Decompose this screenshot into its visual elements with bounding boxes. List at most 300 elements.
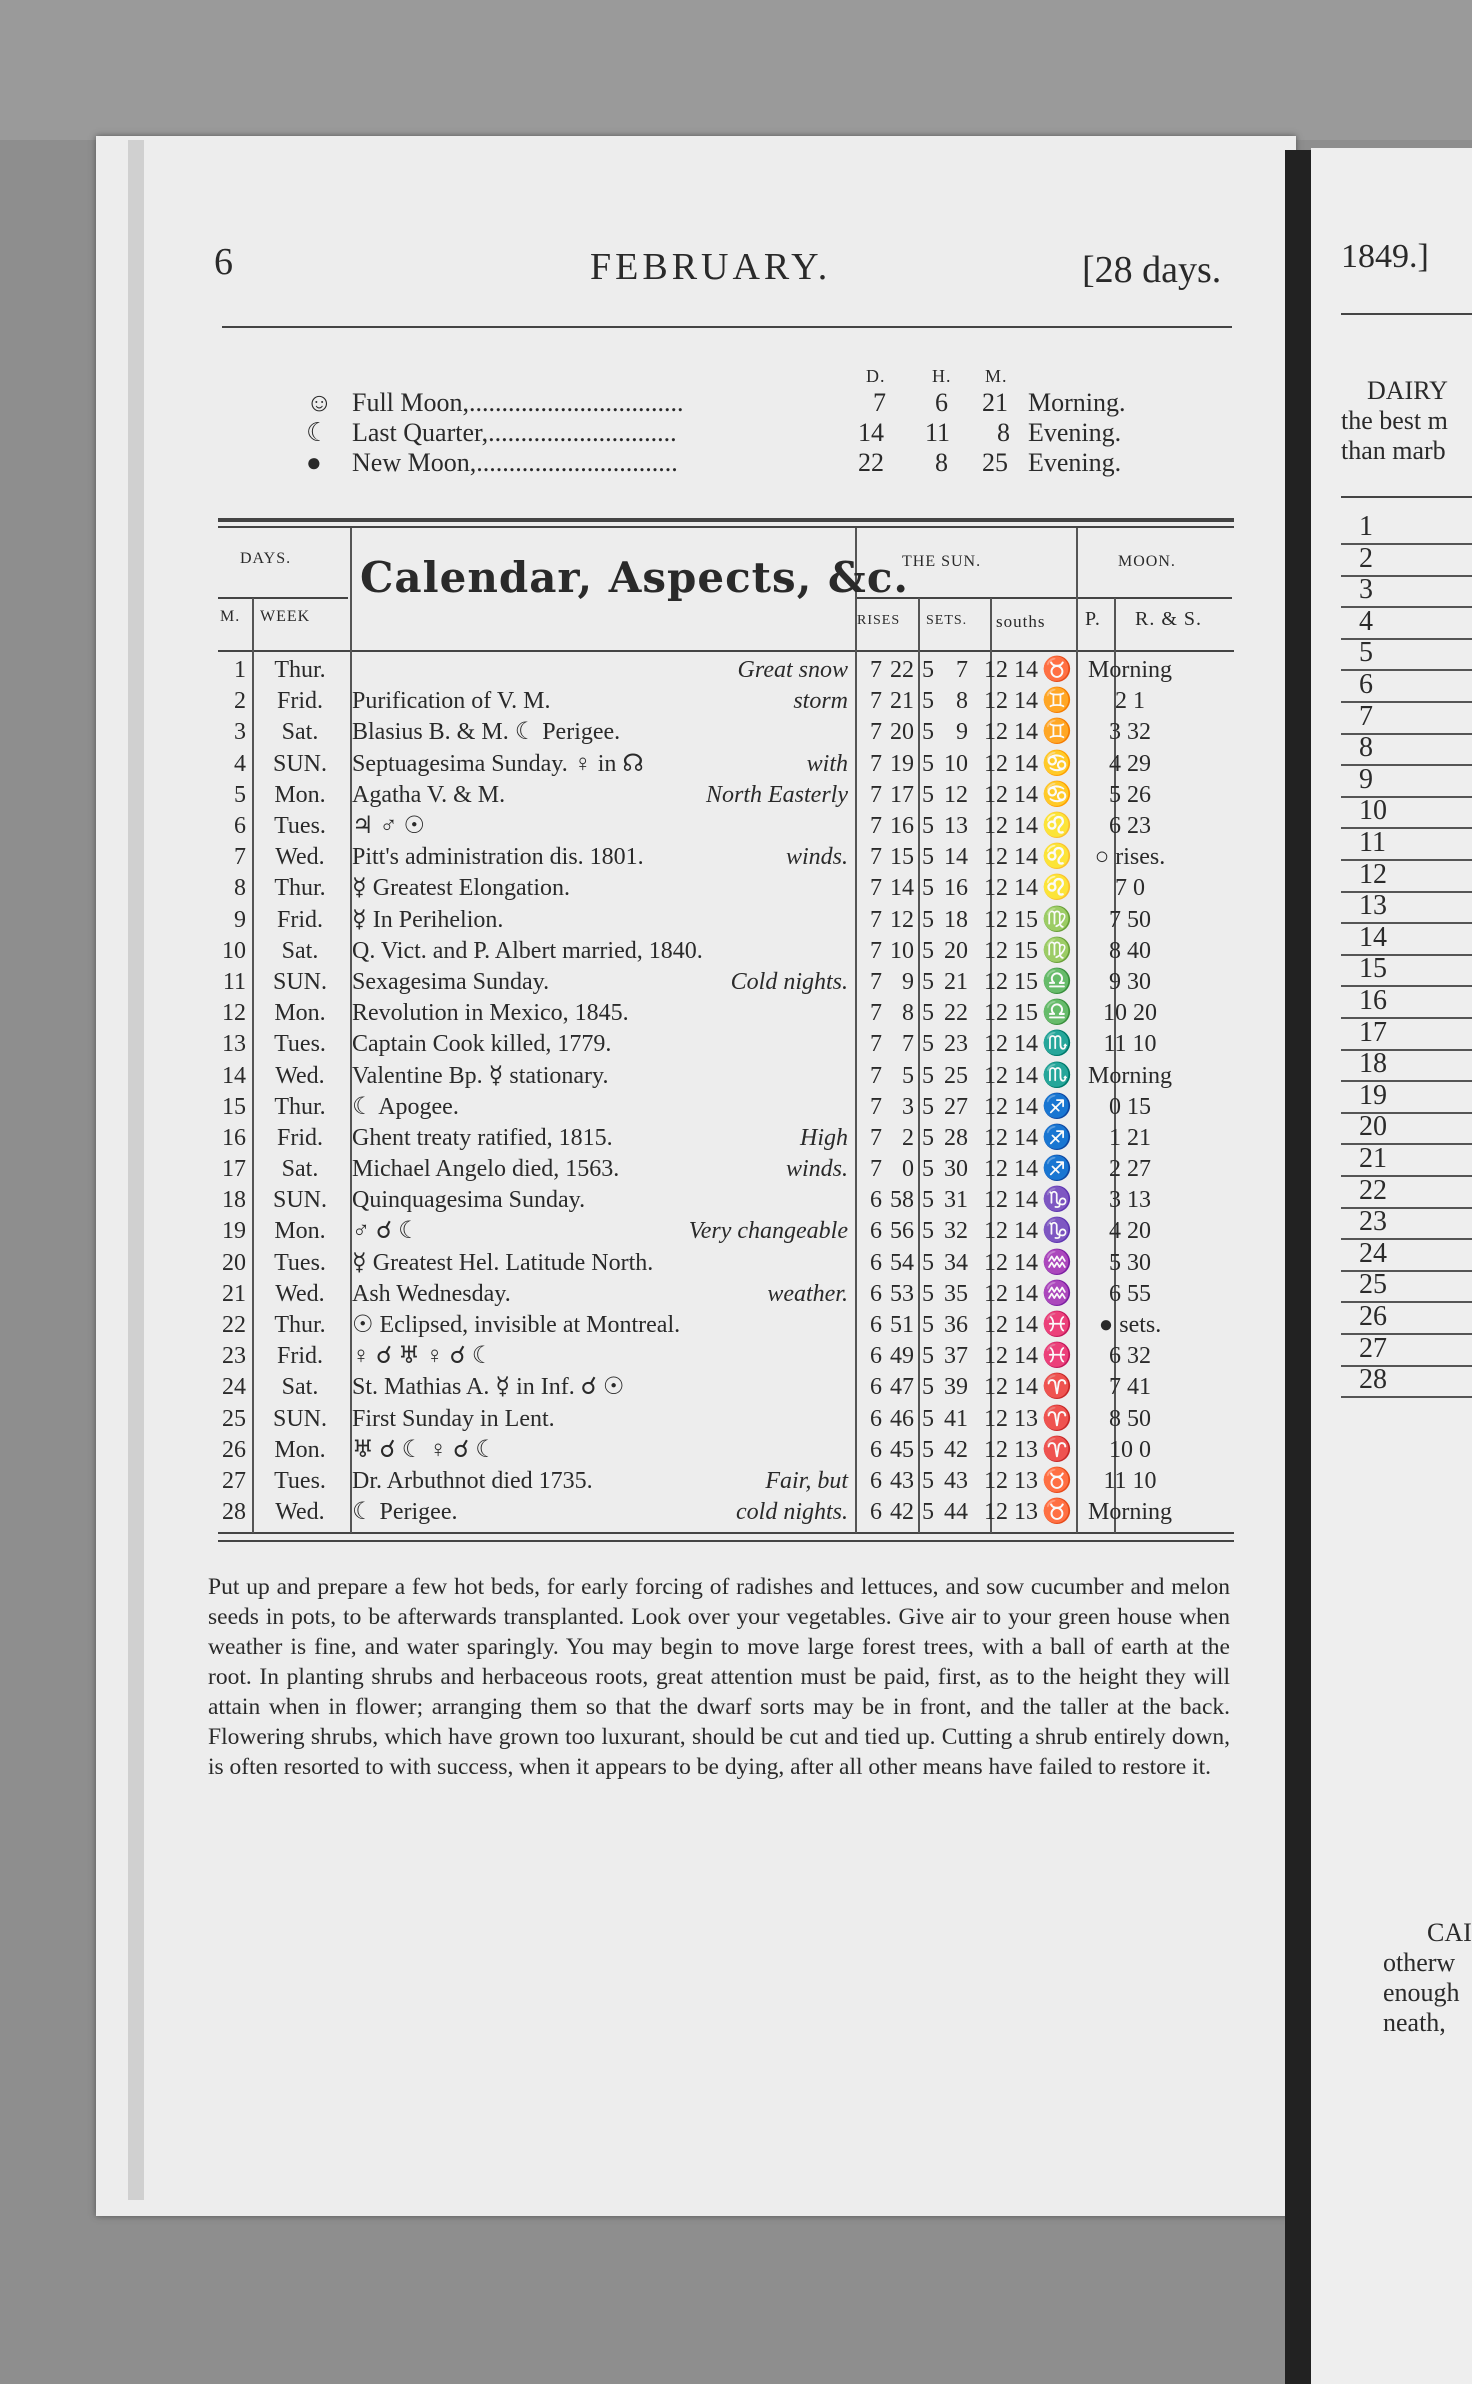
soh-cell: 12 xyxy=(984,1187,1008,1214)
m-cell: 11 xyxy=(222,968,246,995)
sm-cell: 20 xyxy=(944,937,968,964)
table-row xyxy=(208,1092,1186,1123)
rs-cell: Morning xyxy=(1088,1062,1172,1089)
sh-cell: 5 xyxy=(922,1249,934,1276)
som-cell: 14 xyxy=(1014,1187,1038,1214)
m-cell: 24 xyxy=(222,1374,246,1401)
month-title: FEBRUARY. xyxy=(590,246,832,288)
event-cell xyxy=(348,811,852,842)
rm-cell: 12 xyxy=(890,906,914,933)
event-text: Dr. Arbuthnot died 1735. xyxy=(352,1467,593,1494)
rh-cell: 6 xyxy=(870,1312,882,1339)
soh-cell: 12 xyxy=(984,1343,1008,1370)
som-cell: 14 xyxy=(1014,844,1038,871)
facing-heading: DAIRY xyxy=(1367,376,1448,405)
sh-cell: 5 xyxy=(922,1124,934,1151)
facing-row-number: 4 xyxy=(1359,605,1373,637)
rises-heading: RISES xyxy=(857,613,901,628)
table-row xyxy=(208,1185,1186,1216)
table-row xyxy=(208,655,1186,686)
soh-cell: 12 xyxy=(984,719,1008,746)
som-cell: 14 xyxy=(1014,1343,1038,1370)
som-cell: 14 xyxy=(1014,781,1038,808)
rs-cell: 4 29 xyxy=(1109,750,1151,777)
rm-cell: 49 xyxy=(890,1343,914,1370)
phase-name: Full Moon,................................. xyxy=(352,388,684,417)
som-cell: 14 xyxy=(1014,875,1038,902)
rh-cell: 7 xyxy=(870,844,882,871)
sm-cell: 18 xyxy=(944,906,968,933)
event-text: Revolution in Mexico, 1845. xyxy=(352,1000,629,1027)
event-text: ♅ ☌ ☾ ♀ ☌ ☾ xyxy=(352,1436,497,1463)
rm-cell: 14 xyxy=(890,875,914,902)
rh-cell: 7 xyxy=(870,1062,882,1089)
sm-cell: 9 xyxy=(956,719,968,746)
p-cell: ♑ xyxy=(1042,1187,1072,1214)
w-cell: Thur. xyxy=(274,1312,326,1339)
rm-cell: 2 xyxy=(902,1124,914,1151)
w-cell: Wed. xyxy=(275,1062,325,1089)
som-cell: 14 xyxy=(1014,1156,1038,1183)
sh-cell: 5 xyxy=(922,781,934,808)
sh-cell: 5 xyxy=(922,1062,934,1089)
sh-cell: 5 xyxy=(922,813,934,840)
table-row xyxy=(208,1341,1186,1372)
p-cell: ♏ xyxy=(1042,1062,1072,1089)
sm-cell: 43 xyxy=(944,1467,968,1494)
table-row xyxy=(208,686,1186,717)
sh-cell: 5 xyxy=(922,657,934,684)
som-cell: 14 xyxy=(1014,1218,1038,1245)
facing-row-number: 1 xyxy=(1359,511,1373,542)
m-cell: 15 xyxy=(222,1093,246,1120)
calendar-title: Calendar, Aspects, &c. xyxy=(360,553,910,602)
m-cell: 4 xyxy=(234,750,246,777)
event-text: St. Mathias A. ☿ in Inf. ☌ ☉ xyxy=(352,1374,625,1401)
col-head-d: D. xyxy=(866,366,886,386)
sm-cell: 25 xyxy=(944,1062,968,1089)
soh-cell: 12 xyxy=(984,688,1008,715)
p-cell: ♉ xyxy=(1042,1467,1072,1494)
sm-cell: 31 xyxy=(944,1187,968,1214)
weather-note: cold nights. xyxy=(736,1499,848,1526)
event-text: Ash Wednesday. xyxy=(352,1280,511,1307)
event-text: Agatha V. & M. xyxy=(352,781,506,808)
sm-cell: 21 xyxy=(944,968,968,995)
m-cell: 8 xyxy=(234,875,246,902)
som-cell: 14 xyxy=(1014,1062,1038,1089)
som-cell: 14 xyxy=(1014,719,1038,746)
event-cell xyxy=(348,1372,852,1403)
rm-cell: 58 xyxy=(890,1187,914,1214)
event-text: ☿ In Perihelion. xyxy=(352,906,504,933)
event-text: Q. Vict. and P. Albert married, 1840. xyxy=(352,937,703,964)
facing-row-number: 16 xyxy=(1359,985,1387,1016)
p-cell: ♈ xyxy=(1042,1405,1072,1432)
event-cell xyxy=(348,842,852,873)
rs-cell: ● sets. xyxy=(1098,1312,1162,1339)
col-head-m: M. xyxy=(985,366,1008,386)
soh-cell: 12 xyxy=(984,1280,1008,1307)
table-bottom-rule xyxy=(218,1532,1234,1534)
sh-cell: 5 xyxy=(922,1343,934,1370)
rs-cell: ○ rises. xyxy=(1094,844,1166,871)
w-cell: Sat. xyxy=(281,937,319,964)
m-cell: 12 xyxy=(222,1000,246,1027)
p-cell: ♌ xyxy=(1042,844,1072,871)
soh-cell: 12 xyxy=(984,1156,1008,1183)
table-row xyxy=(208,1060,1186,1091)
rs-cell: 9 30 xyxy=(1109,968,1151,995)
rm-cell: 8 xyxy=(902,1000,914,1027)
rh-cell: 7 xyxy=(870,968,882,995)
rh-cell: 7 xyxy=(870,906,882,933)
sm-cell: 34 xyxy=(944,1249,968,1276)
facing-row-number: 19 xyxy=(1359,1079,1387,1111)
table-row xyxy=(208,1279,1186,1310)
sm-cell: 27 xyxy=(944,1093,968,1120)
w-cell: Thur. xyxy=(274,1093,326,1120)
sm-cell: 22 xyxy=(944,1000,968,1027)
facing-page xyxy=(1311,148,1472,2384)
facing-row-number: 28 xyxy=(1359,1364,1387,1396)
rh-cell: 7 xyxy=(870,813,882,840)
p-cell: ♊ xyxy=(1042,688,1072,715)
m-cell: 17 xyxy=(222,1156,246,1183)
event-text: ☿ Greatest Hel. Latitude North. xyxy=(352,1249,654,1276)
table-head-rule xyxy=(218,650,1234,652)
rs-cell: 6 23 xyxy=(1109,813,1151,840)
table-row xyxy=(208,811,1186,842)
rh-cell: 6 xyxy=(870,1280,882,1307)
rm-cell: 51 xyxy=(890,1312,914,1339)
sh-cell: 5 xyxy=(922,906,934,933)
new-moon-h: 8 xyxy=(935,448,948,477)
rs-cell: 2 1 xyxy=(1115,688,1145,715)
rh-cell: 7 xyxy=(870,1156,882,1183)
rs-cell: 10 20 xyxy=(1103,1000,1157,1027)
p-cell: ♈ xyxy=(1042,1436,1072,1463)
table-top-rule-2 xyxy=(218,526,1234,528)
sh-cell: 5 xyxy=(922,688,934,715)
last-quarter-h: 11 xyxy=(925,418,951,447)
table-top-rule xyxy=(218,518,1234,522)
soh-cell: 12 xyxy=(984,1000,1008,1027)
rs-cell: 1 21 xyxy=(1109,1124,1151,1151)
facing-row-number: 6 xyxy=(1359,669,1373,700)
event-cell xyxy=(348,1029,852,1060)
soh-cell: 12 xyxy=(984,1374,1008,1401)
weather-note: storm xyxy=(793,688,848,715)
facing-footer-line: otherw xyxy=(1383,1948,1456,1977)
w-cell: Sat. xyxy=(281,1156,319,1183)
rm-cell: 7 xyxy=(902,1031,914,1058)
weather-note: winds. xyxy=(785,1156,848,1182)
som-cell: 13 xyxy=(1014,1405,1038,1432)
p-cell: ♐ xyxy=(1042,1124,1072,1151)
table-row xyxy=(208,873,1186,904)
table-row xyxy=(208,1372,1186,1403)
facing-row-number: 11 xyxy=(1359,827,1386,858)
p-cell: ♒ xyxy=(1042,1280,1072,1307)
facing-table-rule xyxy=(1341,496,1472,498)
new-moon-d: 22 xyxy=(858,448,884,477)
sh-cell: 5 xyxy=(922,750,934,777)
table-row xyxy=(208,905,1186,936)
days-count: [28 days. xyxy=(1082,249,1222,291)
garden-advice-paragraph: Put up and prepare a few hot beds, for early forcing of radishes and lettuces, and sow cucumber and melon seeds in pots, to be afterwards transplanted. Look over your vegetables. Give air to your green house when weather is fine, and water sparingly. You may begin to move large forest trees, with a ball of earth at the root. In planting shrubs and herbaceous roots, great attention must be paid, first, as to the height they will attain when in flower; arranging them so that the dwarf sorts may be in front, and the taller at the back. Flowering shrubs, which have grown too luxurant, should be cut and tied up. Cutting a shrub entirely down, is often resorted to with success, when it appears to be dying, after all other means have failed to restore it. xyxy=(208,1574,1230,1780)
som-cell: 14 xyxy=(1014,1031,1038,1058)
som-cell: 15 xyxy=(1014,968,1038,995)
m-heading: M. xyxy=(220,608,241,625)
weather-note: Fair, but xyxy=(765,1467,848,1494)
rh-cell: 7 xyxy=(870,719,882,746)
rs-cell: 0 15 xyxy=(1109,1093,1151,1120)
event-text: ♂ ☌ ☾ xyxy=(352,1218,420,1245)
rh-cell: 7 xyxy=(870,937,882,964)
w-cell: Frid. xyxy=(276,1124,323,1151)
event-text: Sexagesima Sunday. xyxy=(352,968,550,995)
som-cell: 14 xyxy=(1014,1374,1038,1401)
sh-cell: 5 xyxy=(922,968,934,995)
facing-row-number: 17 xyxy=(1359,1016,1387,1048)
sm-cell: 42 xyxy=(944,1436,968,1463)
event-cell xyxy=(348,686,852,717)
background-top xyxy=(0,0,1472,140)
m-cell: 21 xyxy=(222,1280,246,1307)
facing-rule xyxy=(1341,313,1472,315)
new-moon-m: 25 xyxy=(982,448,1008,477)
soh-cell: 12 xyxy=(984,968,1008,995)
sh-cell: 5 xyxy=(922,1218,934,1245)
rm-cell: 20 xyxy=(890,719,914,746)
w-cell: SUN. xyxy=(272,1187,327,1214)
m-cell: 13 xyxy=(222,1031,246,1058)
event-cell xyxy=(348,998,852,1029)
m-cell: 18 xyxy=(222,1187,246,1214)
event-cell xyxy=(348,1435,852,1466)
facing-row-number: 9 xyxy=(1359,763,1373,795)
event-text: Captain Cook killed, 1779. xyxy=(352,1031,612,1058)
p-cell: ♐ xyxy=(1042,1156,1072,1183)
rs-cell: Morning xyxy=(1088,657,1172,684)
rm-cell: 46 xyxy=(890,1405,914,1432)
w-cell: Frid. xyxy=(276,688,323,715)
sh-cell: 5 xyxy=(922,1000,934,1027)
p-cell: ♌ xyxy=(1042,875,1072,902)
rm-cell: 3 xyxy=(902,1093,914,1120)
p-cell: ♎ xyxy=(1042,968,1072,995)
sm-cell: 30 xyxy=(944,1156,968,1183)
event-cell xyxy=(348,1404,852,1435)
event-cell xyxy=(348,1497,852,1528)
rh-cell: 6 xyxy=(870,1187,882,1214)
table-row xyxy=(208,1123,1186,1154)
table-row xyxy=(208,1029,1186,1060)
p-cell: ♋ xyxy=(1042,750,1072,777)
p-cell: ♎ xyxy=(1042,1000,1072,1027)
event-cell xyxy=(348,1185,852,1216)
header-rule xyxy=(222,326,1232,328)
w-cell: Mon. xyxy=(274,781,326,808)
soh-cell: 12 xyxy=(984,1499,1008,1526)
rh-cell: 7 xyxy=(870,781,882,808)
event-cell xyxy=(348,1216,852,1247)
facing-row-number: 26 xyxy=(1359,1301,1387,1332)
sm-cell: 13 xyxy=(944,813,968,840)
facing-year: 1849.] xyxy=(1341,238,1429,275)
event-cell xyxy=(348,1123,852,1154)
rm-cell: 42 xyxy=(890,1499,914,1526)
event-text: Pitt's administration dis. 1801. xyxy=(352,844,644,871)
event-text: ♀ ☌ ♅ ♀ ☌ ☾ xyxy=(352,1343,494,1370)
facing-row-number: 27 xyxy=(1359,1332,1387,1364)
rs-cell: 3 13 xyxy=(1109,1187,1151,1214)
calendar-table-body xyxy=(208,655,1186,1528)
rh-cell: 6 xyxy=(870,1218,882,1245)
p-cell: ♌ xyxy=(1042,813,1072,840)
sm-cell: 39 xyxy=(944,1374,968,1401)
sh-cell: 5 xyxy=(922,719,934,746)
table-row xyxy=(208,842,1186,873)
m-cell: 20 xyxy=(222,1249,246,1276)
som-cell: 13 xyxy=(1014,1499,1038,1526)
facing-row-number: 23 xyxy=(1359,1206,1387,1238)
rm-cell: 21 xyxy=(890,688,914,715)
m-cell: 14 xyxy=(222,1062,246,1089)
facing-row-number: 13 xyxy=(1359,890,1387,922)
days-sub-rule xyxy=(218,597,348,599)
event-cell xyxy=(348,1310,852,1341)
m-cell: 28 xyxy=(222,1499,246,1526)
facing-row-number: 7 xyxy=(1359,700,1373,732)
weather-note: Great snow xyxy=(737,657,848,683)
sh-cell: 5 xyxy=(922,1031,934,1058)
som-cell: 14 xyxy=(1014,1312,1038,1339)
table-row xyxy=(208,780,1186,811)
soh-cell: 12 xyxy=(984,937,1008,964)
sm-cell: 28 xyxy=(944,1124,968,1151)
event-text: Ghent treaty ratified, 1815. xyxy=(352,1124,613,1151)
facing-row-number: 14 xyxy=(1359,921,1387,953)
week-heading: WEEK xyxy=(260,608,311,625)
m-cell: 1 xyxy=(234,657,246,684)
m-cell: 5 xyxy=(234,781,246,808)
rm-cell: 54 xyxy=(890,1249,914,1276)
facing-row-number: 10 xyxy=(1359,795,1387,827)
soh-cell: 12 xyxy=(984,1405,1008,1432)
m-cell: 2 xyxy=(234,688,246,715)
som-cell: 15 xyxy=(1014,937,1038,964)
soh-cell: 12 xyxy=(984,906,1008,933)
facing-row-number: 12 xyxy=(1359,858,1387,890)
event-text: ♃ ♂ ☉ xyxy=(352,813,426,840)
rm-cell: 47 xyxy=(890,1374,914,1401)
last-quarter-d: 14 xyxy=(858,418,884,447)
w-cell: Frid. xyxy=(276,906,323,933)
soh-cell: 12 xyxy=(984,1249,1008,1276)
new-moon-time: Evening. xyxy=(1028,448,1122,477)
m-cell: 10 xyxy=(222,937,246,964)
days-heading: DAYS. xyxy=(240,550,292,567)
rs-cell: 2 27 xyxy=(1109,1156,1151,1183)
last-quarter-row xyxy=(306,418,677,448)
rm-cell: 56 xyxy=(890,1218,914,1245)
full-moon-time: Morning. xyxy=(1028,388,1126,417)
rh-cell: 7 xyxy=(870,688,882,715)
soh-cell: 12 xyxy=(984,657,1008,684)
p-cell: ♊ xyxy=(1042,719,1072,746)
sm-cell: 23 xyxy=(944,1031,968,1058)
event-text: Michael Angelo died, 1563. xyxy=(352,1156,620,1183)
facing-row-number: 18 xyxy=(1359,1048,1387,1080)
event-text: Purification of V. M. xyxy=(352,688,551,715)
facing-row-number: 2 xyxy=(1359,542,1373,574)
rm-cell: 19 xyxy=(890,750,914,777)
m-cell: 23 xyxy=(222,1343,246,1370)
sm-cell: 44 xyxy=(944,1499,968,1526)
soh-cell: 12 xyxy=(984,750,1008,777)
rs-cell: 11 10 xyxy=(1103,1031,1157,1058)
event-cell xyxy=(348,873,852,904)
rh-cell: 7 xyxy=(870,1000,882,1027)
p-cell: ♐ xyxy=(1042,1093,1072,1120)
sm-cell: 8 xyxy=(956,688,968,715)
som-cell: 13 xyxy=(1014,1436,1038,1463)
m-cell: 19 xyxy=(222,1218,246,1245)
w-cell: SUN. xyxy=(272,968,327,995)
table-row xyxy=(208,967,1186,998)
w-cell: Mon. xyxy=(274,1000,326,1027)
sh-cell: 5 xyxy=(922,1374,934,1401)
facing-row-number: 15 xyxy=(1359,953,1387,985)
m-cell: 7 xyxy=(234,844,246,871)
event-cell xyxy=(348,1466,852,1497)
full-moon-icon: ☺ xyxy=(306,388,333,417)
rm-cell: 17 xyxy=(890,781,914,808)
w-cell: Sat. xyxy=(281,1374,319,1401)
page-number: 6 xyxy=(214,241,233,283)
souths-heading: souths xyxy=(996,612,1046,631)
soh-cell: 12 xyxy=(984,844,1008,871)
table-row xyxy=(208,1216,1186,1247)
p-cell: ♒ xyxy=(1042,1249,1072,1276)
w-cell: Tues. xyxy=(274,1467,326,1494)
weather-note: North Easterly xyxy=(706,781,848,808)
rs-cell: 5 30 xyxy=(1109,1249,1151,1276)
facing-row-number: 8 xyxy=(1359,732,1373,764)
m-cell: 6 xyxy=(234,813,246,840)
soh-cell: 12 xyxy=(984,1436,1008,1463)
rs-cell: Morning xyxy=(1088,1499,1172,1526)
event-text: ☿ Greatest Elongation. xyxy=(352,875,571,902)
weather-note: weather. xyxy=(767,1280,848,1307)
rh-cell: 7 xyxy=(870,875,882,902)
event-text: Valentine Bp. ☿ stationary. xyxy=(352,1062,609,1089)
som-cell: 14 xyxy=(1014,813,1038,840)
w-cell: Mon. xyxy=(274,1436,326,1463)
p-cell: ♓ xyxy=(1042,1312,1072,1339)
table-row xyxy=(208,1154,1186,1185)
event-cell xyxy=(348,717,852,748)
event-cell xyxy=(348,1154,852,1185)
w-cell: Mon. xyxy=(274,1218,326,1245)
sm-cell: 35 xyxy=(944,1280,968,1307)
som-cell: 14 xyxy=(1014,1124,1038,1151)
soh-cell: 12 xyxy=(984,813,1008,840)
sm-cell: 10 xyxy=(944,750,968,777)
som-cell: 14 xyxy=(1014,1280,1038,1307)
